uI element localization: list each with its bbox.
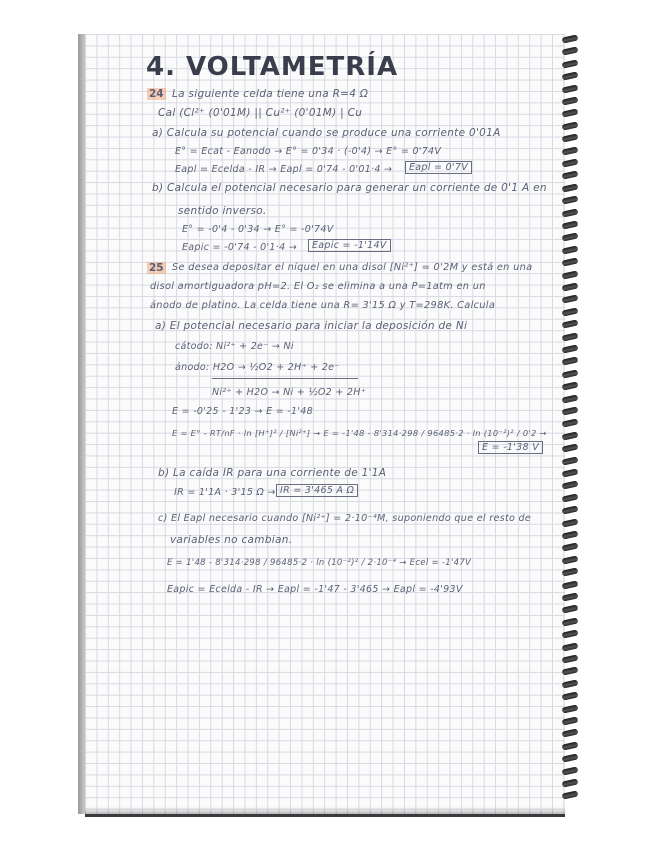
spiral-binding	[560, 36, 582, 806]
spiral-ring	[562, 444, 579, 453]
spiral-ring	[562, 630, 579, 639]
equation-line: E° = -0'4 - 0'34 → E° = -0'74V	[182, 224, 334, 235]
spiral-ring	[562, 258, 579, 267]
spiral-ring	[562, 134, 579, 143]
spiral-ring	[562, 245, 579, 254]
question-a: a) Calcula su potencial cuando se produce una corriente 0'01A	[152, 127, 501, 139]
spiral-ring	[562, 47, 579, 56]
equation-line: E = -0'25 - 1'23 → E = -1'48	[172, 406, 313, 417]
anode-reaction: ánodo: H2O → ½O2 + 2H⁺ + 2e⁻	[175, 362, 340, 373]
equation-line: Eapl = Ecelda - IR → Eapl = 0'74 - 0'01·4 →	[175, 164, 393, 175]
spiral-ring	[562, 394, 579, 403]
spiral-ring	[562, 270, 579, 279]
spiral-ring	[562, 766, 579, 775]
question-c-cont: variables no cambian.	[170, 534, 293, 546]
spiral-ring	[562, 617, 579, 626]
exercise-statement: disol amortiguadora pH=2. El O₂ se elimina a una P=1atm en un	[150, 281, 486, 292]
spiral-ring	[562, 282, 579, 291]
spiral-ring	[562, 741, 579, 750]
spiral-ring	[562, 543, 579, 552]
question-b: b) Calcula el potencial necesario para generar un corriente de 0'1 A en	[152, 182, 547, 194]
spiral-ring	[562, 667, 579, 676]
spiral-ring	[562, 344, 579, 353]
spiral-ring	[562, 654, 579, 663]
spiral-ring	[562, 158, 579, 167]
page-title: 4. VOLTAMETRÍA	[146, 52, 399, 82]
spiral-ring	[562, 84, 579, 93]
spiral-ring	[562, 183, 579, 192]
boxed-result: Eapl = 0'7V	[405, 161, 472, 174]
spiral-ring	[562, 431, 579, 440]
spiral-ring	[562, 96, 579, 105]
cell-notation: Cal (Cl²⁺ (0'01M) || Cu²⁺ (0'01M) | Cu	[158, 107, 363, 119]
spiral-ring	[562, 481, 579, 490]
cathode-reaction: cátodo: Ni²⁺ + 2e⁻ → Ni	[175, 341, 294, 352]
spiral-ring	[562, 72, 579, 81]
spiral-ring	[562, 382, 579, 391]
equation-line: IR = 1'1A · 3'15 Ω →	[174, 487, 276, 498]
spiral-ring	[562, 332, 579, 341]
equation-line: E° = Ecat - Eanodo → E° = 0'34 · (-0'4) → E° = 0'74V	[175, 146, 442, 157]
exercise-statement: ánodo de platino. La celda tiene una R= 3'15 Ω y T=298K. Calcula	[150, 300, 496, 311]
equation-line: Eapic = Ecelda - IR → Eapl = -1'47 - 3'465 → Eapl = -4'93V	[167, 584, 463, 595]
boxed-result: IR = 3'465 A Ω	[276, 484, 358, 497]
spiral-ring	[562, 34, 579, 43]
spiral-ring	[562, 518, 579, 527]
spiral-ring	[562, 419, 579, 428]
spiral-ring	[562, 369, 579, 378]
spiral-ring	[562, 555, 579, 564]
spiral-ring	[562, 196, 579, 205]
nernst-equation: E = E° - RT/nF · ln [H⁺]² / [Ni²⁺] → E = -1'48 - 8'314·298 / 96485·2 · ln (10⁻²)² / 0'2 →	[172, 428, 547, 438]
equation-line: Eapic = -0'74 - 0'1·4 →	[182, 242, 297, 253]
spiral-ring	[562, 208, 579, 217]
boxed-result: Eapic = -1'14V	[308, 239, 391, 252]
spiral-ring	[562, 171, 579, 180]
question-b: b) La caída IR para una corriente de 1'1A	[158, 467, 387, 479]
spiral-ring	[562, 468, 579, 477]
spiral-ring	[562, 406, 579, 415]
spiral-ring	[562, 791, 579, 800]
nernst-equation: E = 1'48 - 8'314·298 / 96485·2 · ln (10⁻²)² / 2·10⁻⁴ → Ecel = -1'47V	[167, 558, 472, 568]
spiral-ring	[562, 605, 579, 614]
spiral-ring	[562, 121, 579, 130]
exercise-statement: La siguiente celda tiene una R=4 Ω	[172, 88, 369, 100]
question-a: a) El potencial necesario para iniciar la deposición de Ni	[155, 320, 468, 332]
spiral-ring	[562, 778, 579, 787]
spiral-ring	[562, 679, 579, 688]
spiral-ring	[562, 146, 579, 155]
spiral-ring	[562, 493, 579, 502]
exercise-number: 25	[149, 262, 164, 274]
spiral-ring	[562, 729, 579, 738]
spiral-ring	[562, 320, 579, 329]
spiral-ring	[562, 506, 579, 515]
spiral-ring	[562, 692, 579, 701]
spiral-ring	[562, 307, 579, 316]
spiral-ring	[562, 59, 579, 68]
spiral-ring	[562, 704, 579, 713]
spiral-ring	[562, 580, 579, 589]
spiral-ring	[562, 592, 579, 601]
spiral-ring	[562, 109, 579, 118]
spiral-ring	[562, 568, 579, 577]
question-c: c) El Eapl necesario cuando [Ni²⁺] = 2·10⁻⁴M, suponiendo que el resto de	[158, 513, 532, 524]
spiral-ring	[562, 642, 579, 651]
spiral-ring	[562, 357, 579, 366]
spiral-ring	[562, 716, 579, 725]
exercise-number: 24	[149, 88, 164, 100]
spiral-ring	[562, 530, 579, 539]
spiral-ring	[562, 220, 579, 229]
spiral-ring	[562, 456, 579, 465]
boxed-result: E = -1'38 V	[478, 441, 543, 454]
question-b-cont: sentido inverso.	[178, 205, 267, 217]
sum-line	[212, 378, 358, 379]
spiral-ring	[562, 295, 579, 304]
global-reaction: Ni²⁺ + H2O → Ni + ½O2 + 2H⁺	[212, 387, 367, 398]
spiral-ring	[562, 233, 579, 242]
exercise-statement: Se desea depositar el níquel en una disol [Ni²⁺] = 0'2M y está en una	[172, 262, 533, 273]
spiral-ring	[562, 754, 579, 763]
